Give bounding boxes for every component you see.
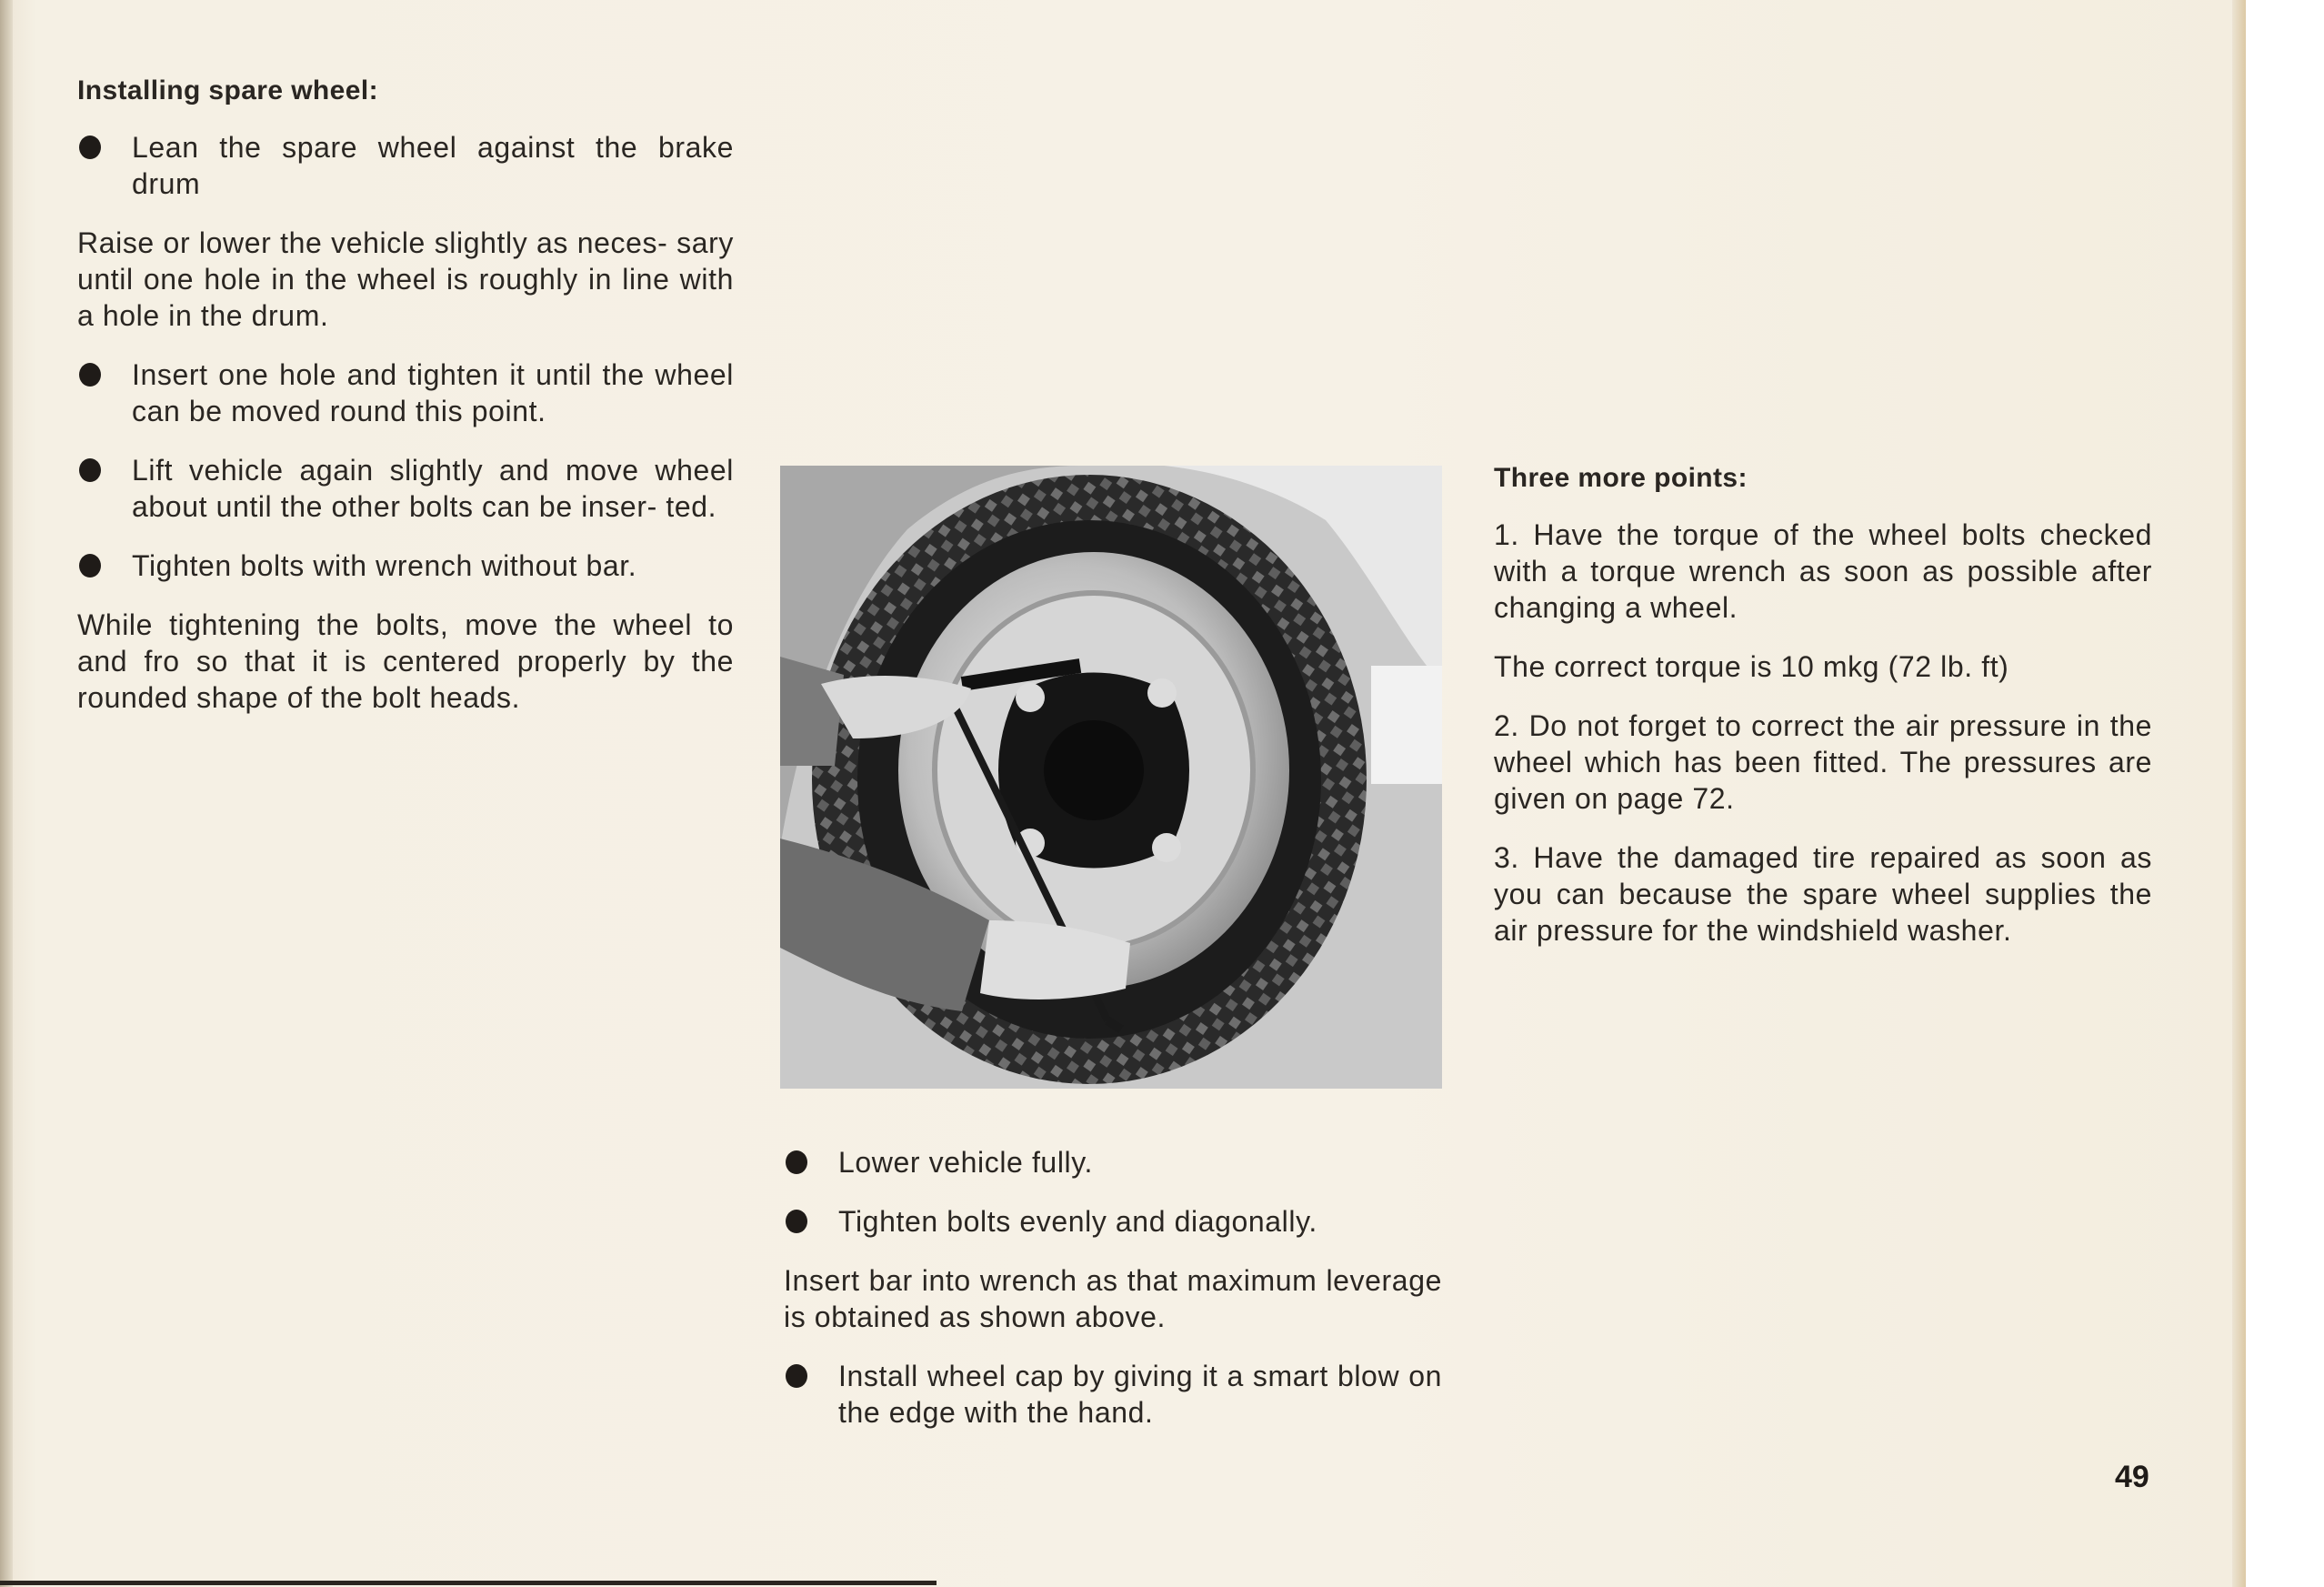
bullet-icon [786,1150,807,1174]
bullet-text: Install wheel cap by giving it a smart blow on the edge with the hand. [838,1360,1442,1429]
instruction-bullet [77,129,734,202]
instruction-bullet [77,357,734,429]
bullet-text: Insert one hole and tighten it until the wheel can be moved round this point. [132,358,734,427]
bullet-text: Lean the spare wheel against the brake drum [132,131,734,200]
section-heading-installing: Installing spare wheel: [77,75,378,105]
bullet-text: Tighten bolts evenly and diagonally. [838,1205,1317,1238]
bullet-icon [79,458,101,482]
right-column [1494,460,2152,971]
page-number: 49 [2115,1460,2149,1494]
instruction-bullet [77,452,734,525]
numbered-point: 2. Do not forget to correct the air pressure in the wheel which has been fitted. The pressures are given on page 72. [1494,709,2152,815]
bullet-text: Tighten bolts with wrench without bar. [132,549,637,582]
bullet-icon [79,363,101,387]
bullet-text: Lower vehicle fully. [838,1146,1093,1179]
bullet-icon [786,1364,807,1388]
instruction-paragraph: While tightening the bolts, move the wheel to and fro so that it is centered properly by the rounded shape of the bolt heads. [77,608,734,714]
section-heading-three-points: Three more points: [1494,463,1748,493]
instruction-paragraph: Insert bar into wrench as that maximum leverage is obtained as shown above. [784,1264,1442,1333]
bullet-icon [79,554,101,578]
bullet-icon [786,1210,807,1233]
middle-column [784,1144,1442,1453]
instruction-bullet [784,1144,1442,1180]
torque-note: The correct torque is 10 mkg (72 lb. ft) [1494,650,2009,683]
page-right-edge [2232,0,2246,1587]
bullet-icon [79,136,101,159]
wheel-illustration [780,466,1442,1089]
instruction-bullet [784,1358,1442,1431]
bullet-text: Lift vehicle again slightly and move wheel about until the other bolts can be inser- ted. [132,454,734,523]
left-column [77,73,734,738]
instruction-paragraph: Raise or lower the vehicle slightly as neces- sary until one hole in the wheel is roughly in line with a hole in the drum. [77,226,734,332]
page-bottom-edge [0,1581,937,1585]
wheel-photo [780,466,1442,1089]
book-spine-shadow [0,0,13,1587]
instruction-bullet [77,547,734,584]
numbered-point: 1. Have the torque of the wheel bolts checked with a torque wrench as soon as possible after changing a wheel. [1494,518,2152,624]
numbered-point: 3. Have the damaged tire repaired as soon as you can because the spare wheel supplies the air pressure for the windshield washer. [1494,841,2152,947]
instruction-bullet [784,1203,1442,1240]
